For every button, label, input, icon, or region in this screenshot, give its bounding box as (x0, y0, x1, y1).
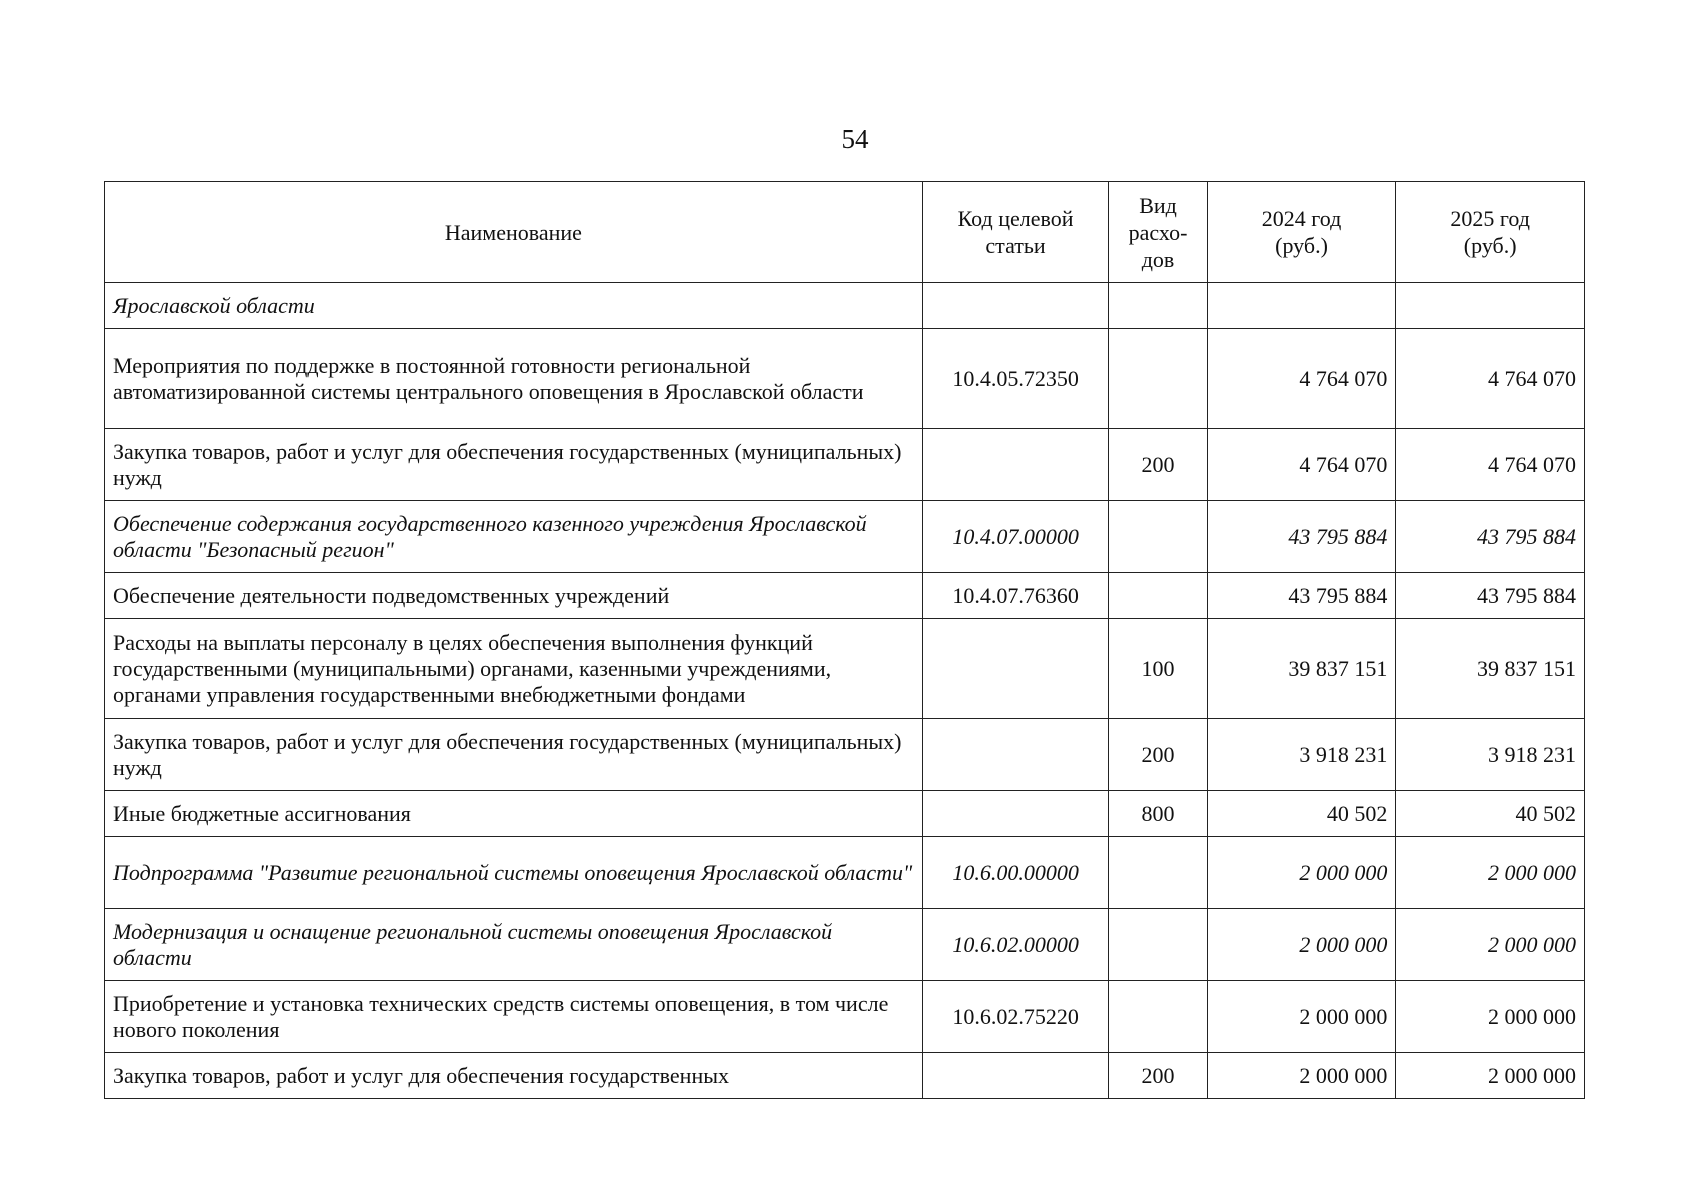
row-2025-cell: 2 000 000 (1396, 981, 1585, 1053)
row-kind-cell (1109, 501, 1207, 573)
row-2025-cell: 39 837 151 (1396, 619, 1585, 719)
table-row (105, 329, 1585, 429)
table-row (105, 429, 1585, 501)
row-code-cell: 10.6.02.00000 (922, 909, 1109, 981)
row-code-cell (922, 791, 1109, 837)
row-2024-cell: 2 000 000 (1207, 981, 1396, 1053)
row-code-cell (922, 429, 1109, 501)
row-kind-cell: 200 (1109, 719, 1207, 791)
table-row (105, 791, 1585, 837)
table-row (105, 573, 1585, 619)
row-kind-cell: 100 (1109, 619, 1207, 719)
row-2025-cell (1396, 283, 1585, 329)
table-row (105, 719, 1585, 791)
row-name-cell: Обеспечение деятельности подведомственных учреждений (105, 573, 923, 619)
row-2024-cell: 2 000 000 (1207, 1053, 1396, 1099)
header-code: Код целевой статьи (922, 182, 1109, 283)
row-name-cell: Иные бюджетные ассигнования (105, 791, 923, 837)
table-row (105, 981, 1585, 1053)
row-kind-cell (1109, 283, 1207, 329)
row-name-cell: Модернизация и оснащение региональной системы оповещения Ярославской области (105, 909, 923, 981)
table-row (105, 837, 1585, 909)
row-kind-cell (1109, 329, 1207, 429)
row-code-cell (922, 283, 1109, 329)
row-name-cell: Мероприятия по поддержке в постоянной готовности региональной автоматизированной системы центрального оповещения в Ярославской области (105, 329, 923, 429)
row-code-cell: 10.4.05.72350 (922, 329, 1109, 429)
row-kind-cell (1109, 909, 1207, 981)
budget-table (104, 181, 1585, 1099)
row-name-cell: Расходы на выплаты персоналу в целях обеспечения выполнения функций государственными (муниципальными) органами, казенными учреждениями, органами управления государственными внебюджетными фондами (105, 619, 923, 719)
row-2025-cell: 2 000 000 (1396, 837, 1585, 909)
table-row (105, 501, 1585, 573)
row-2025-cell: 3 918 231 (1396, 719, 1585, 791)
row-code-cell: 10.6.02.75220 (922, 981, 1109, 1053)
row-kind-cell (1109, 981, 1207, 1053)
row-code-cell (922, 1053, 1109, 1099)
header-name: Наименование (105, 182, 923, 283)
row-name-cell: Подпрограмма "Развитие региональной системы оповещения Ярославской области" (105, 837, 923, 909)
row-kind-cell (1109, 837, 1207, 909)
row-2024-cell: 2 000 000 (1207, 837, 1396, 909)
row-name-cell: Закупка товаров, работ и услуг для обеспечения государственных (муниципальных) нужд (105, 429, 923, 501)
row-2024-cell: 4 764 070 (1207, 429, 1396, 501)
page-number: 54 (841, 124, 869, 154)
row-kind-cell: 800 (1109, 791, 1207, 837)
row-2025-cell: 2 000 000 (1396, 1053, 1585, 1099)
row-name-cell: Обеспечение содержания государственного казенного учреждения Ярославской области "Безопасный регион" (105, 501, 923, 573)
row-code-cell: 10.4.07.00000 (922, 501, 1109, 573)
row-name-cell: Приобретение и установка технических средств системы оповещения, в том числе нового поколения (105, 981, 923, 1053)
header-2024: 2024 год (руб.) (1207, 182, 1396, 283)
row-2024-cell: 43 795 884 (1207, 501, 1396, 573)
row-kind-cell: 200 (1109, 429, 1207, 501)
row-2024-cell: 39 837 151 (1207, 619, 1396, 719)
row-2024-cell: 4 764 070 (1207, 329, 1396, 429)
table-header-row (105, 182, 1585, 283)
row-2025-cell: 40 502 (1396, 791, 1585, 837)
header-2025: 2025 год (руб.) (1396, 182, 1585, 283)
table-row (105, 909, 1585, 981)
table-body (105, 283, 1585, 1099)
table-row (105, 619, 1585, 719)
row-2025-cell: 2 000 000 (1396, 909, 1585, 981)
row-name-cell: Закупка товаров, работ и услуг для обеспечения государственных (105, 1053, 923, 1099)
row-2025-cell: 4 764 070 (1396, 429, 1585, 501)
row-2025-cell: 43 795 884 (1396, 501, 1585, 573)
row-2024-cell: 43 795 884 (1207, 573, 1396, 619)
row-name-cell: Ярославской области (105, 283, 923, 329)
table-row (105, 1053, 1585, 1099)
row-code-cell: 10.4.07.76360 (922, 573, 1109, 619)
row-2024-cell: 2 000 000 (1207, 909, 1396, 981)
row-kind-cell (1109, 573, 1207, 619)
row-2024-cell: 3 918 231 (1207, 719, 1396, 791)
row-2024-cell: 40 502 (1207, 791, 1396, 837)
row-2025-cell: 43 795 884 (1396, 573, 1585, 619)
header-kind: Вид расхо-дов (1109, 182, 1207, 283)
row-2024-cell (1207, 283, 1396, 329)
row-kind-cell: 200 (1109, 1053, 1207, 1099)
row-name-cell: Закупка товаров, работ и услуг для обеспечения государственных (муниципальных) нужд (105, 719, 923, 791)
row-code-cell (922, 619, 1109, 719)
row-2025-cell: 4 764 070 (1396, 329, 1585, 429)
table-row (105, 283, 1585, 329)
row-code-cell: 10.6.00.00000 (922, 837, 1109, 909)
row-code-cell (922, 719, 1109, 791)
